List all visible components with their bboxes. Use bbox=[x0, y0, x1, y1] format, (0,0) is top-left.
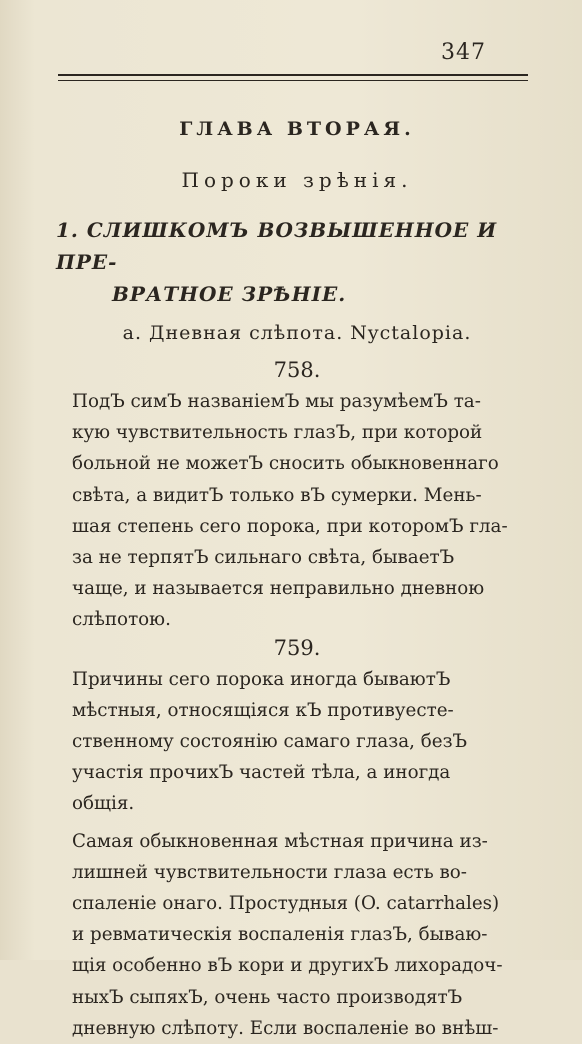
chapter-heading: ГЛАВА ВТОРАЯ. bbox=[179, 118, 415, 140]
text-line: кую чувствительность глазЪ, при которой bbox=[72, 422, 483, 444]
header-rule-thin bbox=[58, 80, 528, 81]
section-title: Пороки зрѣнія. bbox=[181, 168, 413, 192]
paragraph-759-b bbox=[72, 826, 522, 1044]
subsection-heading bbox=[56, 214, 522, 310]
header-rule-thick bbox=[58, 74, 528, 76]
text-line: спаленіе онаго. Простудныя (O. catarrhales) bbox=[72, 893, 500, 915]
text-line: щія особенно вЪ кори и другихЪ лихорадоч- bbox=[72, 955, 503, 977]
text-line: дневную слѣпоту. Если воспаленіе во внѣш- bbox=[72, 1017, 499, 1039]
paragraph-758 bbox=[72, 386, 522, 636]
paragraph-759-a bbox=[72, 664, 522, 820]
page-content bbox=[56, 118, 522, 1044]
paragraph-number-758: 758. bbox=[273, 358, 321, 382]
subsection-heading-line-2: ВРАТНОЕ ЗРѢНІЕ. bbox=[112, 282, 347, 306]
text-line: ныхЪ сыпяхЪ, очень часто производятЪ bbox=[72, 986, 463, 1008]
text-line: свѣта, а видитЪ только вЪ сумерки. Мень- bbox=[72, 484, 482, 506]
text-line: ПодЪ симЪ названіемЪ мы разумѣемЪ та- bbox=[72, 391, 481, 412]
text-line: мѣстныя, относящіяся кЪ противуесте- bbox=[72, 699, 454, 721]
text-line: общія. bbox=[72, 793, 135, 815]
text-line: слѣпотою. bbox=[72, 609, 171, 631]
text-line: за не терпятЪ сильнаго свѣта, бываетЪ bbox=[72, 547, 455, 569]
text-line: ственному состоянію самаго глаза, безЪ bbox=[72, 731, 468, 753]
paragraph-number-759: 759. bbox=[273, 635, 321, 660]
text-line: участія прочихЪ частей тѣла, а иногда bbox=[72, 762, 451, 784]
subsection-heading-line-1: 1. СЛИШКОМЪ ВОЗВЫШЕННОЕ И ПРЕ- bbox=[56, 218, 498, 274]
page-number: 347 bbox=[441, 40, 486, 65]
text-line: лишней чувствительности глаза есть во- bbox=[72, 861, 467, 883]
text-line: Причины сего порока иногда бываютЪ bbox=[72, 668, 451, 690]
sub-subsection-heading: а. Дневная слѣпота. Nyctalopia. bbox=[122, 322, 472, 344]
text-line: и ревматическія воспаленія глазЪ, бываю- bbox=[72, 924, 488, 946]
text-line: шая степень сего порока, при которомЪ гла- bbox=[72, 515, 508, 537]
text-line: Самая обыкновенная мѣстная причина из- bbox=[72, 830, 488, 852]
text-line: больной не можетЪ сносить обыкновеннаго bbox=[72, 453, 499, 475]
text-line: чаще, и называется неправильно дневною bbox=[72, 578, 485, 600]
